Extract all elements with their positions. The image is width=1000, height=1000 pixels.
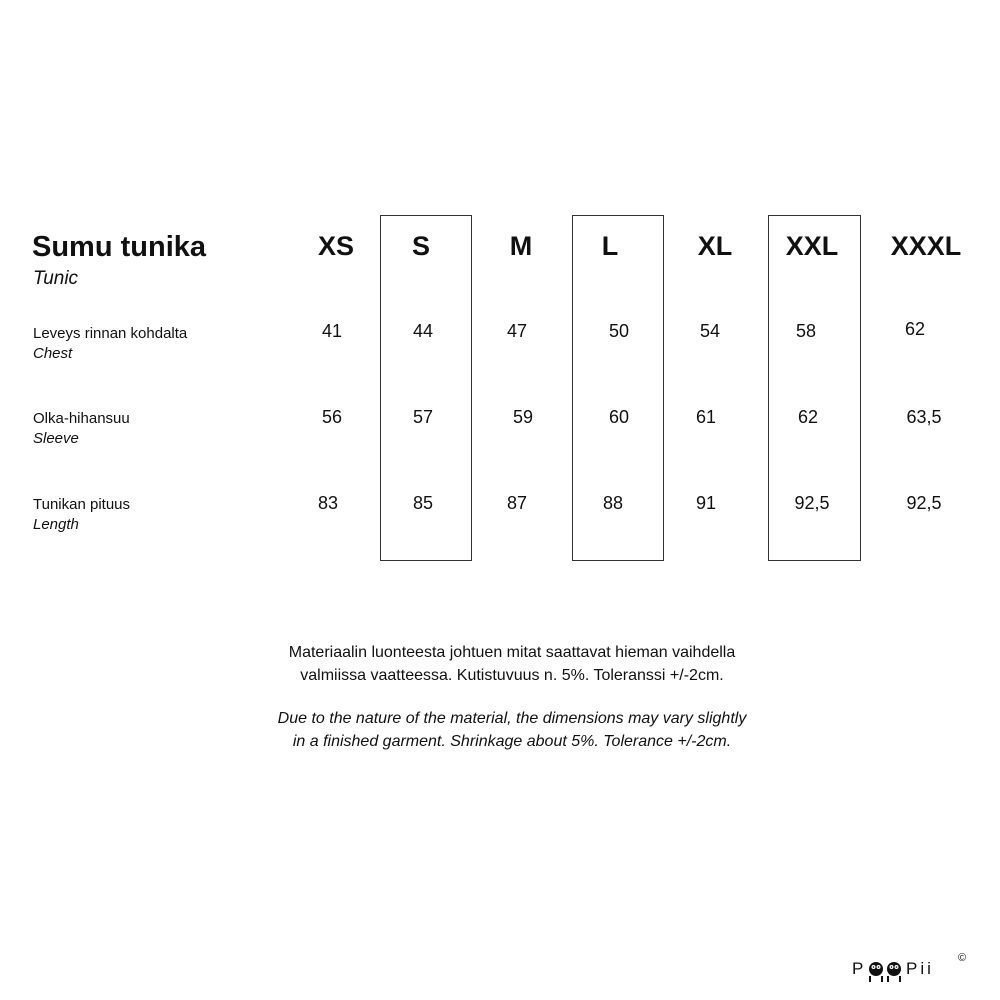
row-label-chest [33,324,187,364]
cell-chest-xxl: 58 [795,321,817,341]
cell-length-xxl: 92,5 [794,493,830,513]
cell-length-xxxl: 92,5 [906,493,942,513]
product-title: Sumu tunika [32,231,207,263]
size-header-l: L [601,231,619,261]
row-label-en: Length [33,516,79,533]
svg-text:©: © [958,952,967,964]
svg-text:P: P [852,959,864,978]
row-label-fi: Leveys rinnan kohdalta [33,325,188,342]
row-label-en: Chest [33,345,73,362]
cell-chest-m: 47 [506,321,528,341]
paapii-logo-icon [850,950,970,990]
size-header-xl: XL [697,231,733,261]
row-label-length [33,495,130,535]
cell-sleeve-xxl: 62 [797,407,819,427]
cell-chest-xxxl: 62 [904,319,926,339]
product-subtitle: Tunic [33,268,79,289]
brand-logo [850,950,970,990]
cell-chest-xl: 54 [699,321,721,341]
size-header-m: M [509,231,533,261]
cell-chest-xs: 41 [321,321,343,341]
cell-chest-s: 44 [412,321,434,341]
cell-length-xl: 91 [695,493,717,513]
cell-sleeve-xs: 56 [321,407,343,427]
row-label-fi: Tunikan pituus [33,496,131,513]
note-line: Materiaalin luonteesta johtuen mitat saattavat hieman vaihdella [288,644,736,661]
note-finnish [0,641,1000,687]
cell-length-xs: 83 [317,493,339,513]
note-line: in a finished garment. Shrinkage about 5%. Tolerance +/-2cm. [292,733,732,750]
note-english [0,707,1000,753]
size-header-xs: XS [317,231,355,261]
cell-sleeve-xl: 61 [695,407,717,427]
note-line: Due to the nature of the material, the dimensions may vary slightly [277,710,747,727]
size-header-xxl: XXL [785,231,839,261]
row-label-en: Sleeve [33,430,79,447]
cell-length-m: 87 [506,493,528,513]
cell-length-s: 85 [412,493,434,513]
size-header-s: S [411,231,430,261]
cell-sleeve-xxxl: 63,5 [906,407,942,427]
row-label-fi: Olka-hihansuu [33,410,130,427]
cell-sleeve-m: 59 [512,407,534,427]
cell-sleeve-s: 57 [412,407,434,427]
cell-sleeve-l: 60 [608,407,630,427]
note-line: valmiissa vaatteessa. Kutistuvuus n. 5%. Toleranssi +/-2cm. [300,667,724,684]
cell-chest-l: 50 [608,321,630,341]
size-header-xxxl: XXXL [890,231,962,261]
svg-text:Pii: Pii [906,959,934,978]
cell-length-l: 88 [602,493,624,513]
row-label-sleeve [33,409,130,449]
